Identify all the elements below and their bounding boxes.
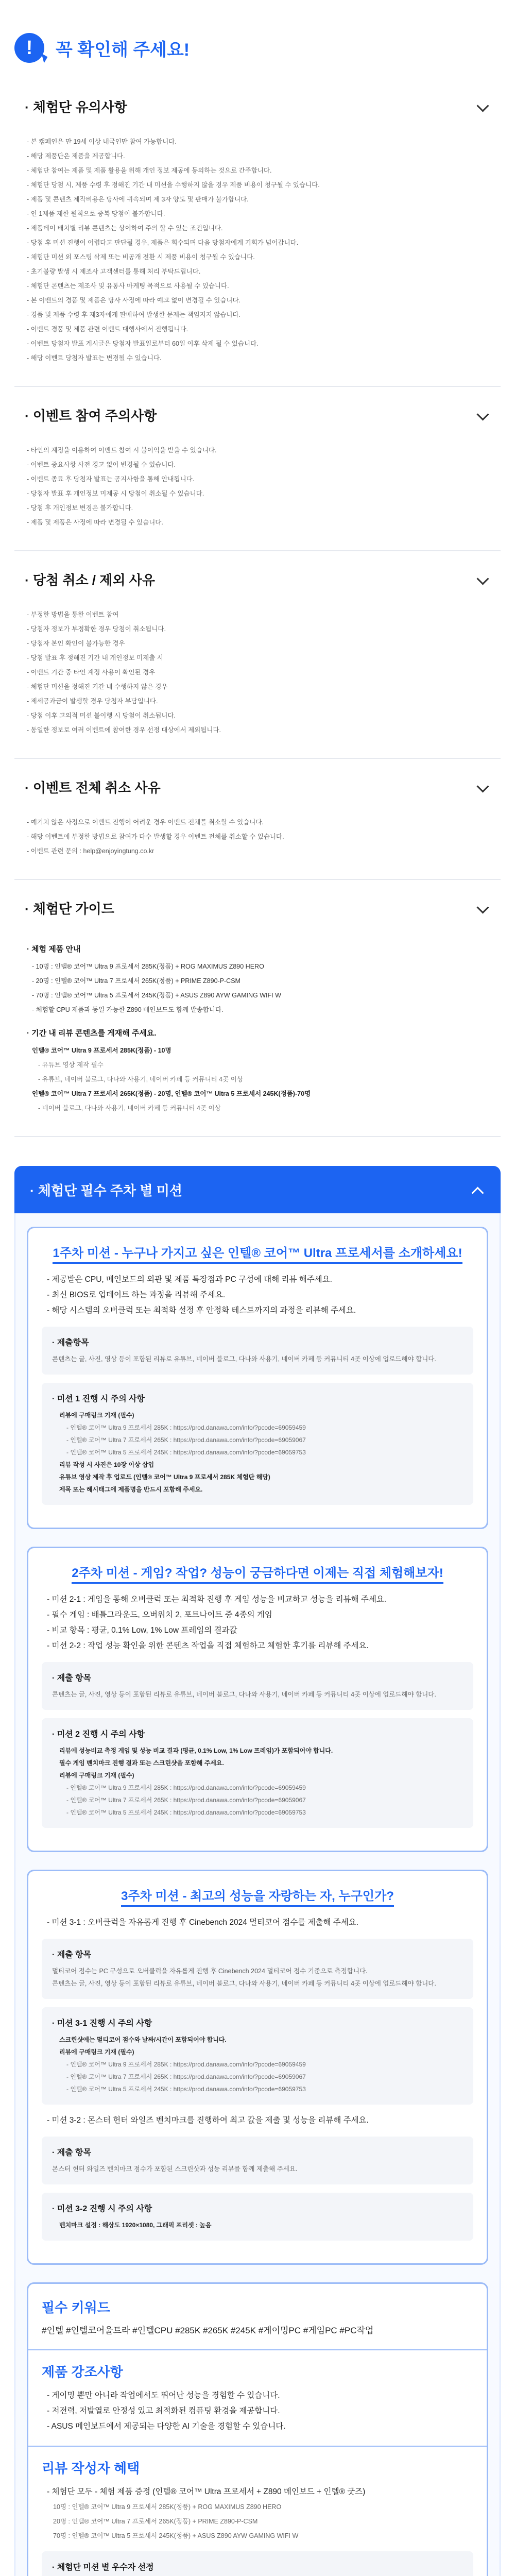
notice-section-header[interactable] — [14, 551, 501, 604]
list-item: - 인 1제품 제한 원칙으로 중복 당첨이 불가합니다. — [27, 207, 489, 221]
page-title: 꼭 확인해 주세요! — [56, 40, 190, 60]
mission-line: - 미션 2-1 : 게임을 통해 오버클럭 또는 최적화 진행 후 게임 성능을 비교하고 성능을 리뷰해 주세요. — [42, 1592, 473, 1607]
list-item: - 본 캠페인은 만 19세 이상 내국인만 참여 가능합니다. — [27, 134, 489, 149]
guide-section-title: · 체험단 가이드 — [25, 899, 114, 918]
mission-line: - 제공받은 CPU, 메인보드의 외관 및 제품 특장점과 PC 구성에 대해 리뷰 해주세요. — [42, 1272, 473, 1287]
notice-section-header[interactable] — [14, 387, 501, 440]
mission-detail-title: · 제출 항목 — [52, 2146, 463, 2158]
mission-card-title: 2주차 미션 - 게임? 작업? 성능이 궁금하다면 이제는 직접 체험해보자! — [72, 1566, 443, 1584]
exclamation-icon: ! — [14, 33, 44, 63]
highlight-point: - ASUS 메인보드에서 제공되는 다양한 AI 기술을 경험할 수 있습니다. — [42, 2419, 473, 2434]
mission-detail-title: · 미션 2 진행 시 주의 사항 — [52, 1727, 463, 1739]
mission-detail-title: · 제출항목 — [52, 1336, 463, 1348]
mission-detail-title: · 제출 항목 — [52, 1948, 463, 1960]
guide-product-line: - 20명 : 인텔® 코어™ Ultra 7 프로세서 265K(정품) + PRIME Z890-P-CSM — [32, 977, 241, 985]
notice-section-header[interactable] — [14, 78, 501, 131]
list-item: - 체험단 당첨 시, 제품 수령 후 정해진 기간 내 미션을 수행하지 않을 경우 제품 비용이 청구될 수 있습니다. — [27, 178, 489, 192]
guide-content-line: 인텔® 코어™ Ultra 9 프로세서 285K(정품) - 10명 — [32, 1047, 171, 1054]
notice-section — [14, 78, 501, 387]
guide-section-body — [14, 933, 501, 1136]
list-item: - 제품 및 제품은 사정에 따라 변경될 수 있습니다. — [27, 515, 489, 530]
best-box — [42, 2551, 473, 2576]
mission-line: - 비교 항목 : 평균, 0.1% Low, 1% Low 프레임의 결과값 — [42, 1623, 473, 1638]
guide-section — [14, 880, 501, 1137]
notice-section — [14, 387, 501, 551]
mission-detail-box — [42, 1662, 473, 1710]
mission-detail-item: 리뷰에 성능비교 측정 게임 및 성능 비교 결과 (평균, 0.1% Low, 1% Low 프레임)가 포함되어야 합니다. — [59, 1747, 333, 1754]
notice-section-body — [14, 440, 501, 550]
benefit-item: 10명 : 인텔® 코어™ Ultra 9 프로세서 285K(정품) + ROG MAXIMUS Z890 HERO — [53, 2503, 282, 2511]
guide-product-line: - 체험할 CPU 제품과 동일 가능한 Z890 메인보드도 함께 발송합니다. — [32, 1006, 224, 1013]
list-item: - 당첨 후 개인정보 변경은 불가합니다. — [27, 501, 489, 515]
mission-detail-box — [42, 1939, 473, 1999]
mission-detail-item: - 인텔® 코어™ Ultra 7 프로세서 265K : https://prod.danawa.com/info/?pcode=69059067 — [66, 2073, 306, 2080]
list-item: - 이벤트 경품 및 제품 관련 이벤트 대행사에서 진행됩니다. — [27, 322, 489, 336]
list-item: - 본 이벤트의 경품 및 제품은 당사 사정에 따라 예고 없이 변경될 수 있습니다. — [27, 293, 489, 308]
mission-detail-item: - 인텔® 코어™ Ultra 5 프로세서 245K : https://prod.danawa.com/info/?pcode=69059753 — [66, 2086, 306, 2093]
guide-content-line: - 유튜브, 네이버 블로그, 다나와 사용기, 네이버 카페 등 커뮤니티 4곳 이상 — [38, 1076, 243, 1083]
list-item: - 제품데이 배치별 리뷰 콘텐츠는 상이하여 주의 할 수 있는 조건입니다. — [27, 221, 489, 235]
notice-section-title: · 당첨 취소 / 제외 사유 — [25, 570, 155, 589]
list-item: - 당첨 이후 고의적 미션 불이행 시 당첨이 취소됩니다. — [27, 708, 489, 723]
notice-section — [14, 759, 501, 880]
notice-section-title: · 체험단 유의사항 — [25, 97, 127, 116]
mission-detail-item: 리뷰 작성 시 사진은 10장 이상 삽입 — [59, 1461, 154, 1468]
notice-section-header[interactable] — [14, 759, 501, 812]
list-item: - 해당 이벤트에 부정한 방법으로 참여가 다수 발생할 경우 이벤트 전체를 취소할 수 있습니다. — [27, 829, 489, 844]
mission-detail-item: - 인텔® 코어™ Ultra 7 프로세서 265K : https://prod.danawa.com/info/?pcode=69059067 — [66, 1797, 306, 1804]
list-item: - 이벤트 당첨자 발표 게시글은 당첨자 발표일로부터 60일 이후 삭제 될 수 있습니다. — [27, 336, 489, 351]
mission-detail-item: - 인텔® 코어™ Ultra 5 프로세서 245K : https://prod.danawa.com/info/?pcode=69059753 — [66, 1449, 306, 1456]
list-item: - 이벤트 관련 문의 : help@enjoyingtung.co.kr — [27, 844, 489, 858]
mission-detail-box — [42, 2007, 473, 2105]
mission-detail-box — [42, 1327, 473, 1375]
mission-detail-box — [42, 1383, 473, 1505]
mission-line: - 최신 BIOS로 업데이트 하는 과정을 리뷰해 주세요. — [42, 1287, 473, 1303]
notice-section — [14, 551, 501, 759]
list-item: - 이벤트 중요사항 사전 경고 없이 변경될 수 있습니다. — [27, 457, 489, 472]
benefit-item: 70명 : 인텔® 코어™ Ultra 5 프로세서 245K(정품) + ASUS Z890 AYW GAMING WIFI W — [53, 2532, 299, 2539]
benefit-item: 20명 : 인텔® 코어™ Ultra 7 프로세서 265K(정품) + PRIME Z890-P-CSM — [53, 2518, 258, 2525]
highlight-point: - 저전력, 저발열로 안정성 있고 최적화된 컴퓨팅 환경을 제공합니다. — [42, 2403, 473, 2419]
list-item: - 당첨자 발표 후 개인정보 미제공 시 당첨이 취소될 수 있습니다. — [27, 486, 489, 501]
mission-section-header[interactable] — [14, 1166, 501, 1213]
mission-detail-item: 필수 게임 벤치마크 진행 결과 또는 스크린샷을 포함해 주세요. — [59, 1759, 224, 1767]
keywords-title: 필수 키워드 — [42, 2300, 110, 2315]
mission-line: - 해당 시스템의 오버클럭 또는 최적화 설정 후 안정화 테스트까지의 과정을 리뷰해 주세요. — [42, 1303, 473, 1318]
mission-detail-title: · 미션 1 진행 시 주의 사항 — [52, 1392, 463, 1404]
notice-section-body — [14, 604, 501, 758]
mission-detail-item: - 인텔® 코어™ Ultra 5 프로세서 245K : https://prod.danawa.com/info/?pcode=69059753 — [66, 1809, 306, 1816]
mission-line: - 미션 3-1 : 오버클럭을 자유롭게 진행 후 Cinebench 2024 멀티코어 점수를 제출해 주세요. — [42, 1915, 473, 1930]
notice-section-body — [14, 131, 501, 386]
list-item: - 제품 및 콘텐츠 제작비용은 당사에 귀속되며 제 3자 양도 및 판매가 불가합니다. — [27, 192, 489, 207]
list-item: - 경품 및 제품 수령 후 제3자에게 판매하여 발생한 문제는 책임지지 않습니다. — [27, 308, 489, 322]
mission-card-title-wrap — [42, 1243, 473, 1261]
chevron-down-icon[interactable] — [476, 408, 490, 422]
mission-detail-title: · 미션 3-2 진행 시 주의 사항 — [52, 2202, 463, 2214]
chevron-up-icon[interactable] — [471, 1182, 485, 1197]
guide-product-heading: · 체험 제품 안내 — [27, 943, 489, 954]
benefit-title: 리뷰 작성자 혜택 — [42, 2461, 140, 2476]
guide-content-line: - 네이버 블로그, 다나와 사용기, 네이버 카페 등 커뮤니티 4곳 이상 — [38, 1105, 221, 1112]
mission-detail-title: · 제출 항목 — [52, 1671, 463, 1683]
mission-detail-box — [42, 2193, 473, 2241]
list-item: - 당첨 후 미션 진행이 어렵다고 판단될 경우, 제품은 회수되며 다음 당첨자에게 기회가 넘어갑니다. — [27, 235, 489, 250]
list-item: - 체험단 참여는 제품 및 제품 활용을 위해 개인 정보 제공에 동의하는 것으로 간주합니다. — [27, 163, 489, 178]
mission-detail-item: 유튜브 영상 제작 후 업로드 (인텔® 코어™ Ultra 9 프로세서 285K 체험단 해당) — [59, 1473, 270, 1481]
mission-line: - 필수 게임 : 배틀그라운드, 오버워치 2, 포트나이트 중 4종의 게임 — [42, 1607, 473, 1623]
list-item: - 이벤트 종료 후 당첨자 발표는 공지사항을 통해 안내됩니다. — [27, 472, 489, 486]
guide-product-line: - 10명 : 인텔® 코어™ Ultra 9 프로세서 285K(정품) + ROG MAXIMUS Z890 HERO — [32, 963, 264, 970]
guide-product-line: - 70명 : 인텔® 코어™ Ultra 5 프로세서 245K(정품) + ASUS Z890 AYW GAMING WIFI W — [32, 992, 281, 999]
mission-detail-item: - 인텔® 코어™ Ultra 9 프로세서 285K : https://prod.danawa.com/info/?pcode=69059459 — [66, 1424, 306, 1431]
list-item: - 타인의 계정을 이용하여 이벤트 참여 시 불이익을 받을 수 있습니다. — [27, 443, 489, 457]
divider — [28, 2446, 487, 2447]
list-item: - 당첨자 본인 확인이 불가능한 경우 — [27, 636, 489, 651]
mission-detail-item: 리뷰에 구매링크 기재 (필수) — [59, 1412, 134, 1419]
mission-line: - 미션 2-2 : 작업 성능 확인을 위한 콘텐츠 작업을 직접 체험하고 체험한 후기를 리뷰해 주세요. — [42, 1638, 473, 1654]
chevron-down-icon[interactable] — [476, 780, 490, 794]
mission-card-title: 1주차 미션 - 누구나 가지고 싶은 인텔® 코어™ Ultra 프로세서를 소개하세요! — [53, 1246, 462, 1264]
points-title: 제품 강조사항 — [42, 2364, 123, 2380]
list-item: - 체험단 미션 외 포스팅 삭제 또는 비공개 전환 시 제품 비용이 청구될 수 있습니다. — [27, 250, 489, 264]
mission-card-title-wrap — [42, 1886, 473, 1904]
list-item: - 당첨 발표 후 정해진 기간 내 개인정보 미제출 시 — [27, 651, 489, 665]
mission-detail-title: · 미션 3-1 진행 시 주의 사항 — [52, 2016, 463, 2028]
list-item: - 당첨자 정보가 부정확한 경우 당첨이 취소됩니다. — [27, 622, 489, 636]
mission-detail-item: 리뷰에 구매링크 기재 (필수) — [59, 1772, 134, 1779]
keywords-card — [27, 2282, 488, 2576]
mission-card — [27, 1547, 488, 1852]
list-item: - 체험단 콘텐츠는 제조사 및 유통사 마케팅 목적으로 사용될 수 있습니다. — [27, 279, 489, 293]
mission-detail-text: 몬스터 헌터 와일즈 벤치마크 점수가 포함된 스크린샷과 성능 리뷰를 함께 제출해 주세요. — [52, 2165, 298, 2173]
chevron-down-icon[interactable] — [476, 572, 490, 587]
notice-section-body — [14, 812, 501, 879]
mission-detail-box — [42, 1718, 473, 1828]
notice-header — [0, 0, 515, 78]
mission-detail-text: 콘텐츠는 글, 사진, 영상 등이 포함된 리뷰로 유튜브, 네이버 블로그, 다나와 사용기, 네이버 카페 등 커뮤니티 4곳 이상에 업로드해야 합니다. — [52, 1980, 436, 1987]
guide-section-header[interactable] — [14, 880, 501, 933]
mission-detail-text: 멀티코어 점수는 PC 구성으로 오버클럭을 자유롭게 진행 후 Cinebench 2024 멀티코어 점수 기준으로 측정합니다. — [52, 1968, 368, 1975]
highlight-point: - 게이밍 뿐만 아니라 작업에서도 뛰어난 성능을 경험할 수 있습니다. — [42, 2388, 473, 2403]
mission-detail-box — [42, 2137, 473, 2184]
mission-detail-text: 콘텐츠는 글, 사진, 영상 등이 포함된 리뷰로 유튜브, 네이버 블로그, 다나와 사용기, 네이버 카페 등 커뮤니티 4곳 이상에 업로드해야 합니다. — [52, 1355, 436, 1363]
list-item: - 이벤트 기간 중 타인 계정 사용이 확인된 경우 — [27, 665, 489, 680]
notice-section-title: · 이벤트 전체 취소 사유 — [25, 777, 161, 796]
list-item: - 초기불량 발생 시 제조사 고객센터를 통해 처리 부탁드립니다. — [27, 264, 489, 279]
keywords-text: #인텔 #인텔코어울트라 #인텔CPU #285K #265K #245K #게이밍PC #게임PC #PC작업 — [42, 2326, 374, 2335]
mission-detail-item: 벤치마크 설정 : 해상도 1920×1080, 그래픽 프리셋 : 높음 — [59, 2222, 212, 2229]
mission-section-title: · 체험단 필수 주차 별 미션 — [30, 1180, 182, 1199]
list-item: - 동일한 정보로 여러 이벤트에 참여한 경우 선정 대상에서 제외됩니다. — [27, 723, 489, 737]
benefit-line: - 체험단 모두 - 체험 제품 증정 (인텔® 코어™ Ultra 프로세서 + Z890 메인보드 + 인텔® 굿즈) — [42, 2484, 473, 2500]
mission-detail-item: 스크린샷에는 멀티코어 점수와 날짜/시간이 포함되어야 합니다. — [59, 2036, 227, 2043]
mission-section-body — [14, 1213, 501, 2576]
mission-line: - 미션 3-2 : 몬스터 헌터 와일즈 벤치마크를 진행하여 최고 값을 제출 및 성능을 리뷰해 주세요. — [42, 2113, 473, 2128]
guide-content-line: 인텔® 코어™ Ultra 7 프로세서 265K(정품) - 20명, 인텔® 코어™ Ultra 5 프로세서 245K(정품)-70명 — [32, 1090, 311, 1097]
guide-content-heading: · 기간 내 리뷰 콘텐츠를 게재해 주세요. — [27, 1027, 489, 1038]
best-title: · 체험단 미션 별 우수자 선정 — [52, 2561, 463, 2572]
notice-section-title: · 이벤트 참여 주의사항 — [25, 405, 157, 425]
list-item: - 체험단 미션을 정해진 기간 내 수행하지 않은 경우 — [27, 680, 489, 694]
divider — [28, 2349, 487, 2350]
guide-content-line: - 유튜브 영상 제작 필수 — [38, 1061, 104, 1069]
list-item: - 예기치 않은 사정으로 이벤트 진행이 어려운 경우 이벤트 전체를 취소할 수 있습니다. — [27, 815, 489, 829]
list-item: - 제세공과금이 발생할 경우 당첨자 부담입니다. — [27, 694, 489, 708]
mission-card-title-wrap — [42, 1563, 473, 1581]
mission-detail-item: - 인텔® 코어™ Ultra 9 프로세서 285K : https://prod.danawa.com/info/?pcode=69059459 — [66, 2061, 306, 2068]
mission-card — [27, 1227, 488, 1529]
mission-detail-item: - 인텔® 코어™ Ultra 9 프로세서 285K : https://prod.danawa.com/info/?pcode=69059459 — [66, 1784, 306, 1791]
mission-detail-item: 제목 또는 해시태그에 제품명을 반드시 포함해 주세요. — [59, 1486, 203, 1493]
list-item: - 부정한 방법을 통한 이벤트 참여 — [27, 607, 489, 622]
mission-detail-text: 콘텐츠는 글, 사진, 영상 등이 포함된 리뷰로 유튜브, 네이버 블로그, 다나와 사용기, 네이버 카페 등 커뮤니티 4곳 이상에 업로드해야 합니다. — [52, 1691, 436, 1698]
chevron-down-icon[interactable] — [476, 901, 490, 916]
list-item: - 해당 제품단은 제품을 제공합니다. — [27, 149, 489, 163]
list-item: - 해당 이벤트 당첨자 발표는 변경될 수 있습니다. — [27, 351, 489, 365]
chevron-down-icon[interactable] — [476, 99, 490, 114]
mission-card-title: 3주차 미션 - 최고의 성능을 자랑하는 자, 누구인가? — [121, 1889, 394, 1907]
mission-detail-item: 리뷰에 구매링크 기재 (필수) — [59, 2048, 134, 2056]
mission-detail-item: - 인텔® 코어™ Ultra 7 프로세서 265K : https://prod.danawa.com/info/?pcode=69059067 — [66, 1436, 306, 1444]
mission-card — [27, 1870, 488, 2265]
